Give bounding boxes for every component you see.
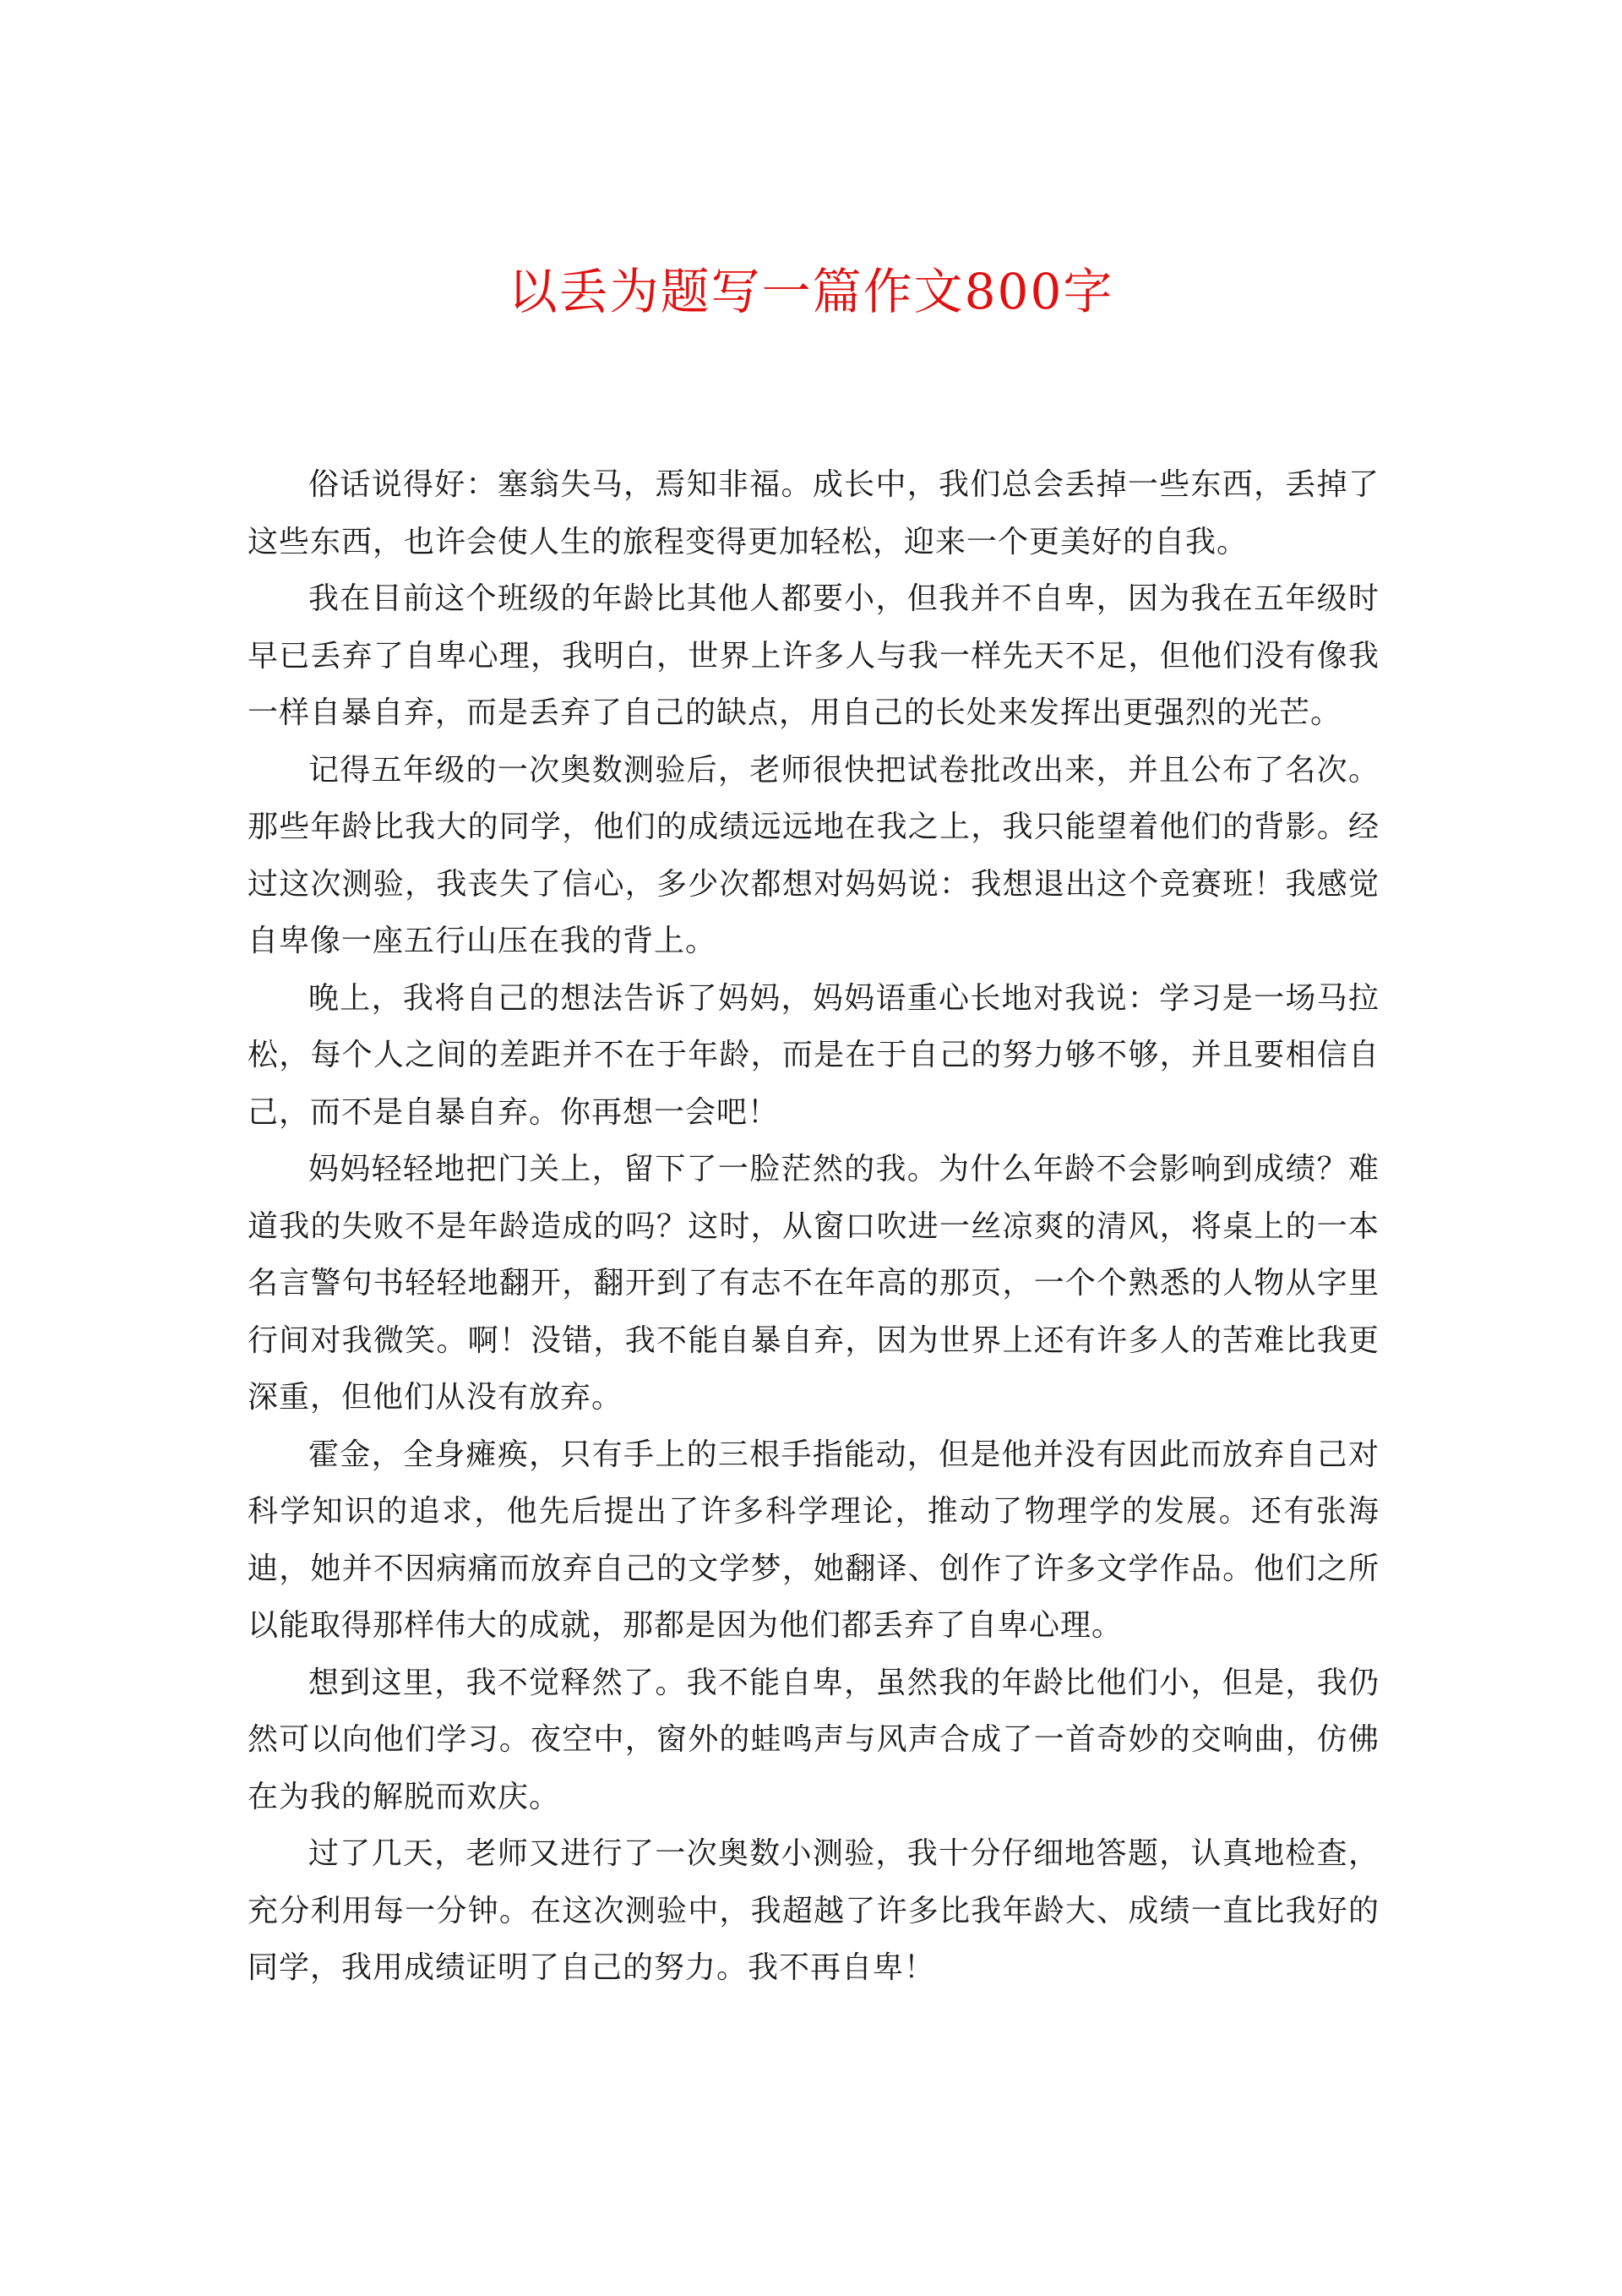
paragraph: 晚上，我将自己的想法告诉了妈妈，妈妈语重心长地对我说：学习是一场马拉松，每个人之间的差距并不在于年龄，而是在于自己的努力够不够，并且要相信自己，而不是自暴自弃。你再想一会吧！ <box>248 980 1380 1130</box>
paragraph: 想到这里，我不觉释然了。我不能自卑，虽然我的年龄比他们小，但是，我仍然可以向他们学习。夜空中，窗外的蛙鸣声与风声合成了一首奇妙的交响曲，仿佛在为我的解脱而欢庆。 <box>248 1665 1380 1814</box>
paragraph: 妈妈轻轻地把门关上，留下了一脸茫然的我。为什么年龄不会影响到成绩？难道我的失败不是年龄造成的吗？这时，从窗口吹进一丝凉爽的清风，将桌上的一本名言警句书轻轻地翻开，翻开到了有志不在年高的那页，一个个熟悉的人物从字里行间对我微笑。啊！没错，我不能自暴自弃，因为世界上还有许多人的苦难比我更深重，但他们从没有放弃。 <box>248 1152 1380 1415</box>
paragraph: 记得五年级的一次奥数测验后，老师很快把试卷批改出来，并且公布了名次。那些年龄比我大的同学，他们的成绩远远地在我之上，我只能望着他们的背影。经过这次测验，我丧失了信心，多少次都想对妈妈说：我想退出这个竞赛班！我感觉自卑像一座五行山压在我的背上。 <box>248 752 1380 958</box>
document-title: 以丢为题写一篇作文800字 <box>508 263 1114 320</box>
document-body <box>248 456 1380 1997</box>
paragraph: 霍金，全身瘫痪，只有手上的三根手指能动，但是他并没有因此而放弃自己对科学知识的追求，他先后提出了许多科学理论，推动了物理学的发展。还有张海迪，她并不因病痛而放弃自己的文学梦，她翻译、创作了许多文学作品。他们之所以能取得那样伟大的成就，那都是因为他们都丢弃了自卑心理。 <box>248 1437 1380 1643</box>
paragraph: 过了几天，老师又进行了一次奥数小测验，我十分仔细地答题，认真地检查，充分利用每一分钟。在这次测验中，我超越了许多比我年龄大、成绩一直比我好的同学，我用成绩证明了自己的努力。我不再自卑！ <box>248 1836 1380 1985</box>
paragraph: 俗话说得好：塞翁失马，焉知非福。成长中，我们总会丢掉一些东西，丢掉了这些东西，也许会使人生的旅程变得更加轻松，迎来一个更美好的自我。 <box>248 467 1380 559</box>
paragraph: 我在目前这个班级的年龄比其他人都要小，但我并不自卑，因为我在五年级时早已丢弃了自卑心理，我明白，世界上许多人与我一样先天不足，但他们没有像我一样自暴自弃，而是丢弃了自己的缺点，用自己的长处来发挥出更强烈的光芒。 <box>248 581 1380 730</box>
